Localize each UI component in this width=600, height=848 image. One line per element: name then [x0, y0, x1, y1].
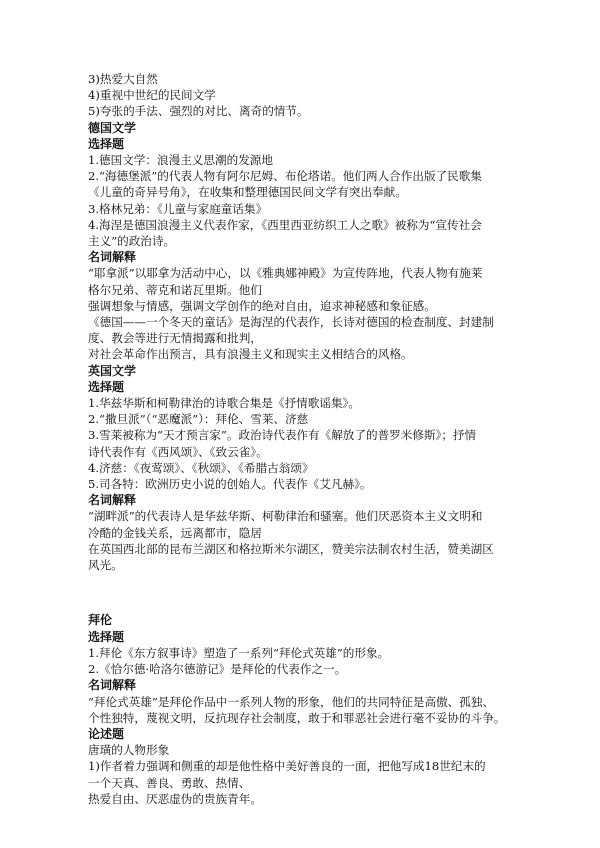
section-heading: 名词解释: [88, 493, 137, 508]
section-heading: 选择题: [88, 136, 125, 151]
text-line: 唐璜的人物形象: [88, 743, 170, 758]
text-line: 1)作者着力强调和侧重的却是他性格中美好善良的一面，把他写成18世纪末的: [88, 759, 486, 774]
text-line: 3.格林兄弟：《儿童与家庭童话集》: [88, 201, 268, 216]
blank-line: [88, 585, 528, 601]
text-line: “耶拿派”以耶拿为活动中心，以《雅典娜神殿》为宣传阵地，代表人物有施莱: [88, 266, 483, 281]
section-heading: 德国文学: [88, 120, 137, 135]
text-line: 1.华兹华斯和柯勒律治的诗歌合集是《抒情歌谣集》。: [88, 396, 360, 411]
section-heading: 选择题: [88, 629, 125, 644]
text-line: 对社会革命作出预言，具有浪漫主义和现实主义相结合的风格。: [88, 347, 413, 362]
text-line: 强调想象与情感，强调文学创作的绝对自由，追求神秘感和象征感。: [88, 298, 436, 313]
text-line: 诗代表作有《西风颂》、《致云雀》。: [88, 444, 268, 459]
text-line: 风光。: [88, 558, 123, 573]
section-heading: 论述题: [88, 726, 125, 741]
text-line: 冷酷的金钱关系，远离都市，隐居: [88, 525, 262, 540]
text-line: 热爱自由、厌恶虚伪的贵族青年。: [88, 791, 262, 806]
text-line: 2.《恰尔德·哈洛尔德游记》是拜伦的代表作之一。: [88, 662, 347, 677]
text-line: 4.济慈：《夜莺颂》、《秋颂》、《希腊古翁颂》: [88, 460, 314, 475]
section-heading: 名词解释: [88, 678, 137, 693]
text-line: 《德国——一个冬天的童话》是海涅的代表作，长诗对德国的检查制度、封建制: [88, 315, 494, 330]
text-line: 4.海涅是德国浪漫主义代表作家，《西里西亚纺织工人之歌》被称为“宣传社会: [88, 217, 482, 232]
text-line: “拜伦式英雄”是拜伦作品中一系列人物的形象，他们的共同特征是高傲、孤独、: [88, 694, 495, 709]
text-line: 度、教会等进行无情揭露和批判，: [88, 331, 262, 346]
section-heading: 选择题: [88, 379, 125, 394]
text-line: 5)夸张的手法、强烈的对比、离奇的情节。: [88, 104, 309, 119]
text-line: 1.拜伦《东方叙事诗》塑造了一系列“拜伦式英雄”的形象。: [88, 645, 390, 660]
text-line: 一个天真、善良、勇敢、热情、: [88, 775, 251, 790]
text-line: 2.“海德堡派”的代表人物有阿尔尼姆、布伦塔诺。他们两人合作出版了民歌集: [88, 169, 482, 184]
text-line: 主义”的政治诗。: [88, 234, 176, 249]
section-heading: 拜伦: [88, 613, 113, 628]
text-line: 3)热爱大自然: [88, 72, 158, 86]
text-line: 5.司各特：欧洲历史小说的创始人。代表作《艾凡赫》。: [88, 477, 372, 492]
section-heading: 英国文学: [88, 363, 137, 378]
text-line: 《儿童的奇异号角》，在收集和整理德国民间文学有突出奉献。: [88, 185, 407, 200]
text-line: 1.德国文学：浪漫主义思潮的发源地: [88, 153, 273, 168]
text-line: 3.雪莱被称为“天才预言家”。政治诗代表作有《解放了的普罗米修斯》；抒情: [88, 428, 477, 443]
text-line: 格尔兄弟、蒂克和诺瓦里斯。他们: [88, 282, 262, 297]
text-line: 个性独特，蔑视文明，反抗现存社会制度，敢于和罪恶社会进行毫不妥协的斗争。: [88, 710, 506, 725]
section-heading: 名词解释: [88, 250, 137, 265]
text-line: “湖畔派”的代表诗人是华兹华斯、柯勒律治和骚塞。他们厌恶资本主义文明和: [88, 509, 483, 524]
text-line: 4)重视中世纪的民间文学: [88, 88, 216, 103]
document-page: [88, 71, 528, 807]
text-line: 2.“撒旦派”（“恶魔派”）：拜伦、雪莱、济慈: [88, 412, 309, 427]
text-line: 在英国西北部的昆布兰湖区和格拉斯米尔湖区，赞美宗法制农村生活，赞美湖区: [88, 541, 494, 556]
